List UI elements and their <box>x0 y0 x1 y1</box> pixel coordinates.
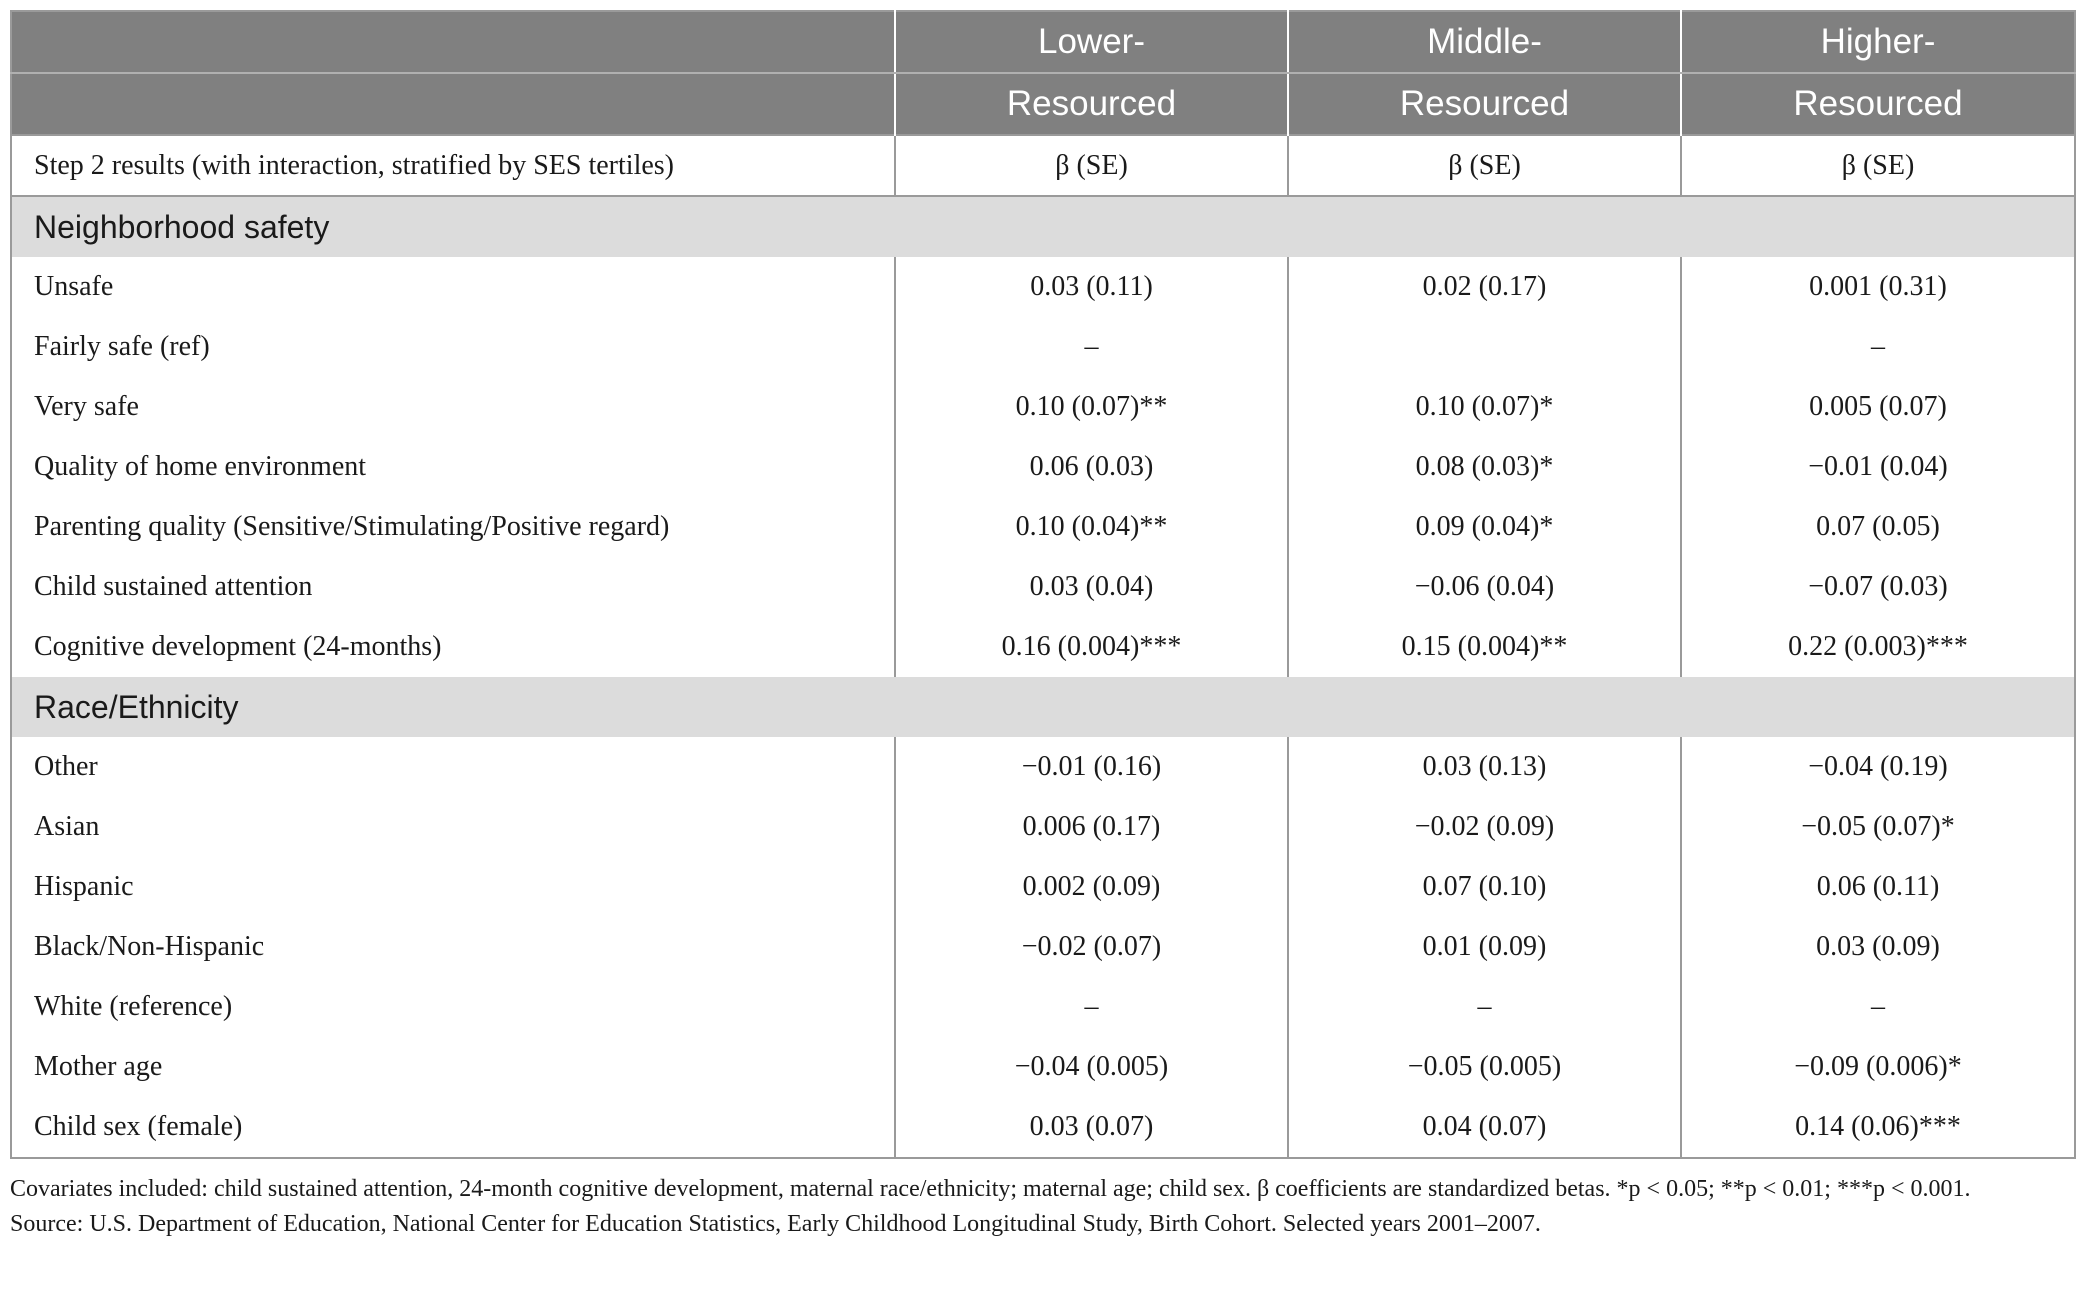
col-header-higher-line1: Higher- <box>1681 11 2075 73</box>
subheader-beta-lower: β (SE) <box>895 135 1288 196</box>
table-row <box>11 317 2075 377</box>
row-label: Hispanic <box>34 871 134 902</box>
col-header-lower-line1: Lower- <box>895 11 1288 73</box>
cell-middle: 0.10 (0.07)* <box>1288 377 1681 437</box>
table-row <box>11 617 2075 677</box>
header-row-1 <box>11 11 2075 73</box>
section-title: Race/Ethnicity <box>11 677 2075 737</box>
cell-lower: 0.16 (0.004)*** <box>895 617 1288 677</box>
cell-higher: 0.001 (0.31) <box>1681 257 2075 317</box>
table-row <box>11 1097 2075 1158</box>
subheader-beta-middle: β (SE) <box>1288 135 1681 196</box>
cell-lower: – <box>895 317 1288 377</box>
row-label: Black/Non-Hispanic <box>34 931 265 962</box>
row-label: Fairly safe (ref) <box>34 331 210 362</box>
row-label: Cognitive development (24-months) <box>34 631 442 662</box>
header-corner <box>11 11 895 73</box>
col-header-middle-line2: Resourced <box>1288 73 1681 135</box>
section-header-race-ethnicity <box>11 677 2075 737</box>
row-label: Parenting quality (Sensitive/Stimulating/Positive regard) <box>34 511 670 542</box>
table-row <box>11 917 2075 977</box>
cell-middle: −0.05 (0.005) <box>1288 1037 1681 1097</box>
cell-lower: 0.10 (0.04)** <box>895 497 1288 557</box>
row-label: Unsafe <box>34 271 114 302</box>
cell-middle: 0.01 (0.09) <box>1288 917 1681 977</box>
cell-higher: 0.06 (0.11) <box>1681 857 2075 917</box>
row-label: White (reference) <box>34 991 233 1022</box>
row-label: Mother age <box>34 1051 163 1082</box>
table-row <box>11 377 2075 437</box>
cell-higher: −0.05 (0.07)* <box>1681 797 2075 857</box>
row-label: Child sex (female) <box>34 1111 243 1142</box>
covariates-note: Covariates included: child sustained attention, 24-month cognitive development, maternal race/ethnicity; maternal age; child sex. β coefficients are standardized betas. *p < 0.05; **p < 0.01; ***p < 0.001. <box>10 1176 1971 1202</box>
cell-lower: 0.006 (0.17) <box>895 797 1288 857</box>
row-label: Other <box>34 751 98 782</box>
cell-lower: −0.02 (0.07) <box>895 917 1288 977</box>
table-row <box>11 497 2075 557</box>
cell-lower: −0.04 (0.005) <box>895 1037 1288 1097</box>
table-row <box>11 557 2075 617</box>
cell-higher: −0.07 (0.03) <box>1681 557 2075 617</box>
cell-middle: −0.02 (0.09) <box>1288 797 1681 857</box>
cell-lower: −0.01 (0.16) <box>895 737 1288 797</box>
table-footnotes <box>10 1172 2078 1242</box>
cell-lower: 0.10 (0.07)** <box>895 377 1288 437</box>
cell-middle: −0.06 (0.04) <box>1288 557 1681 617</box>
col-header-middle-line1: Middle- <box>1288 11 1681 73</box>
col-header-higher-line2: Resourced <box>1681 73 2075 135</box>
subheader-beta-higher: β (SE) <box>1681 135 2075 196</box>
cell-higher: −0.01 (0.04) <box>1681 437 2075 497</box>
source-note: Source: U.S. Department of Education, National Center for Education Statistics, Early Childhood Longitudinal Study, Birth Cohort. Selected years 2001–2007. <box>10 1211 1541 1237</box>
cell-lower: 0.03 (0.07) <box>895 1097 1288 1158</box>
cell-lower: 0.03 (0.04) <box>895 557 1288 617</box>
row-label: Quality of home environment <box>34 451 367 482</box>
subheader-label: Step 2 results (with interaction, stratified by SES tertiles) <box>11 135 895 196</box>
cell-middle: 0.07 (0.10) <box>1288 857 1681 917</box>
cell-middle: 0.15 (0.004)** <box>1288 617 1681 677</box>
cell-middle: 0.04 (0.07) <box>1288 1097 1681 1158</box>
cell-higher: – <box>1681 977 2075 1037</box>
section-title: Neighborhood safety <box>11 196 2075 257</box>
cell-lower: 0.06 (0.03) <box>895 437 1288 497</box>
table-row <box>11 437 2075 497</box>
results-table <box>10 10 2076 1159</box>
cell-higher: 0.03 (0.09) <box>1681 917 2075 977</box>
cell-higher: – <box>1681 317 2075 377</box>
cell-middle: 0.02 (0.17) <box>1288 257 1681 317</box>
table-row <box>11 977 2075 1037</box>
cell-higher: −0.04 (0.19) <box>1681 737 2075 797</box>
cell-higher: 0.005 (0.07) <box>1681 377 2075 437</box>
col-header-lower-line2: Resourced <box>895 73 1288 135</box>
cell-higher: −0.09 (0.006)* <box>1681 1037 2075 1097</box>
table-row <box>11 737 2075 797</box>
subheader-row <box>11 135 2075 196</box>
cell-middle: 0.08 (0.03)* <box>1288 437 1681 497</box>
cell-lower: 0.03 (0.11) <box>895 257 1288 317</box>
cell-lower: 0.002 (0.09) <box>895 857 1288 917</box>
header-row-2 <box>11 73 2075 135</box>
cell-higher: 0.07 (0.05) <box>1681 497 2075 557</box>
cell-middle <box>1288 317 1681 377</box>
section-header-neighborhood-safety <box>11 196 2075 257</box>
cell-higher: 0.22 (0.003)*** <box>1681 617 2075 677</box>
table-row <box>11 257 2075 317</box>
row-label: Asian <box>34 811 100 842</box>
table-row <box>11 797 2075 857</box>
cell-lower: – <box>895 977 1288 1037</box>
cell-higher: 0.14 (0.06)*** <box>1681 1097 2075 1158</box>
row-label: Child sustained attention <box>34 571 313 602</box>
table-row <box>11 1037 2075 1097</box>
cell-middle: 0.03 (0.13) <box>1288 737 1681 797</box>
table-row <box>11 857 2075 917</box>
cell-middle: 0.09 (0.04)* <box>1288 497 1681 557</box>
header-corner-2 <box>11 73 895 135</box>
results-table-container <box>10 10 2074 1159</box>
row-label: Very safe <box>34 391 139 422</box>
cell-middle: – <box>1288 977 1681 1037</box>
